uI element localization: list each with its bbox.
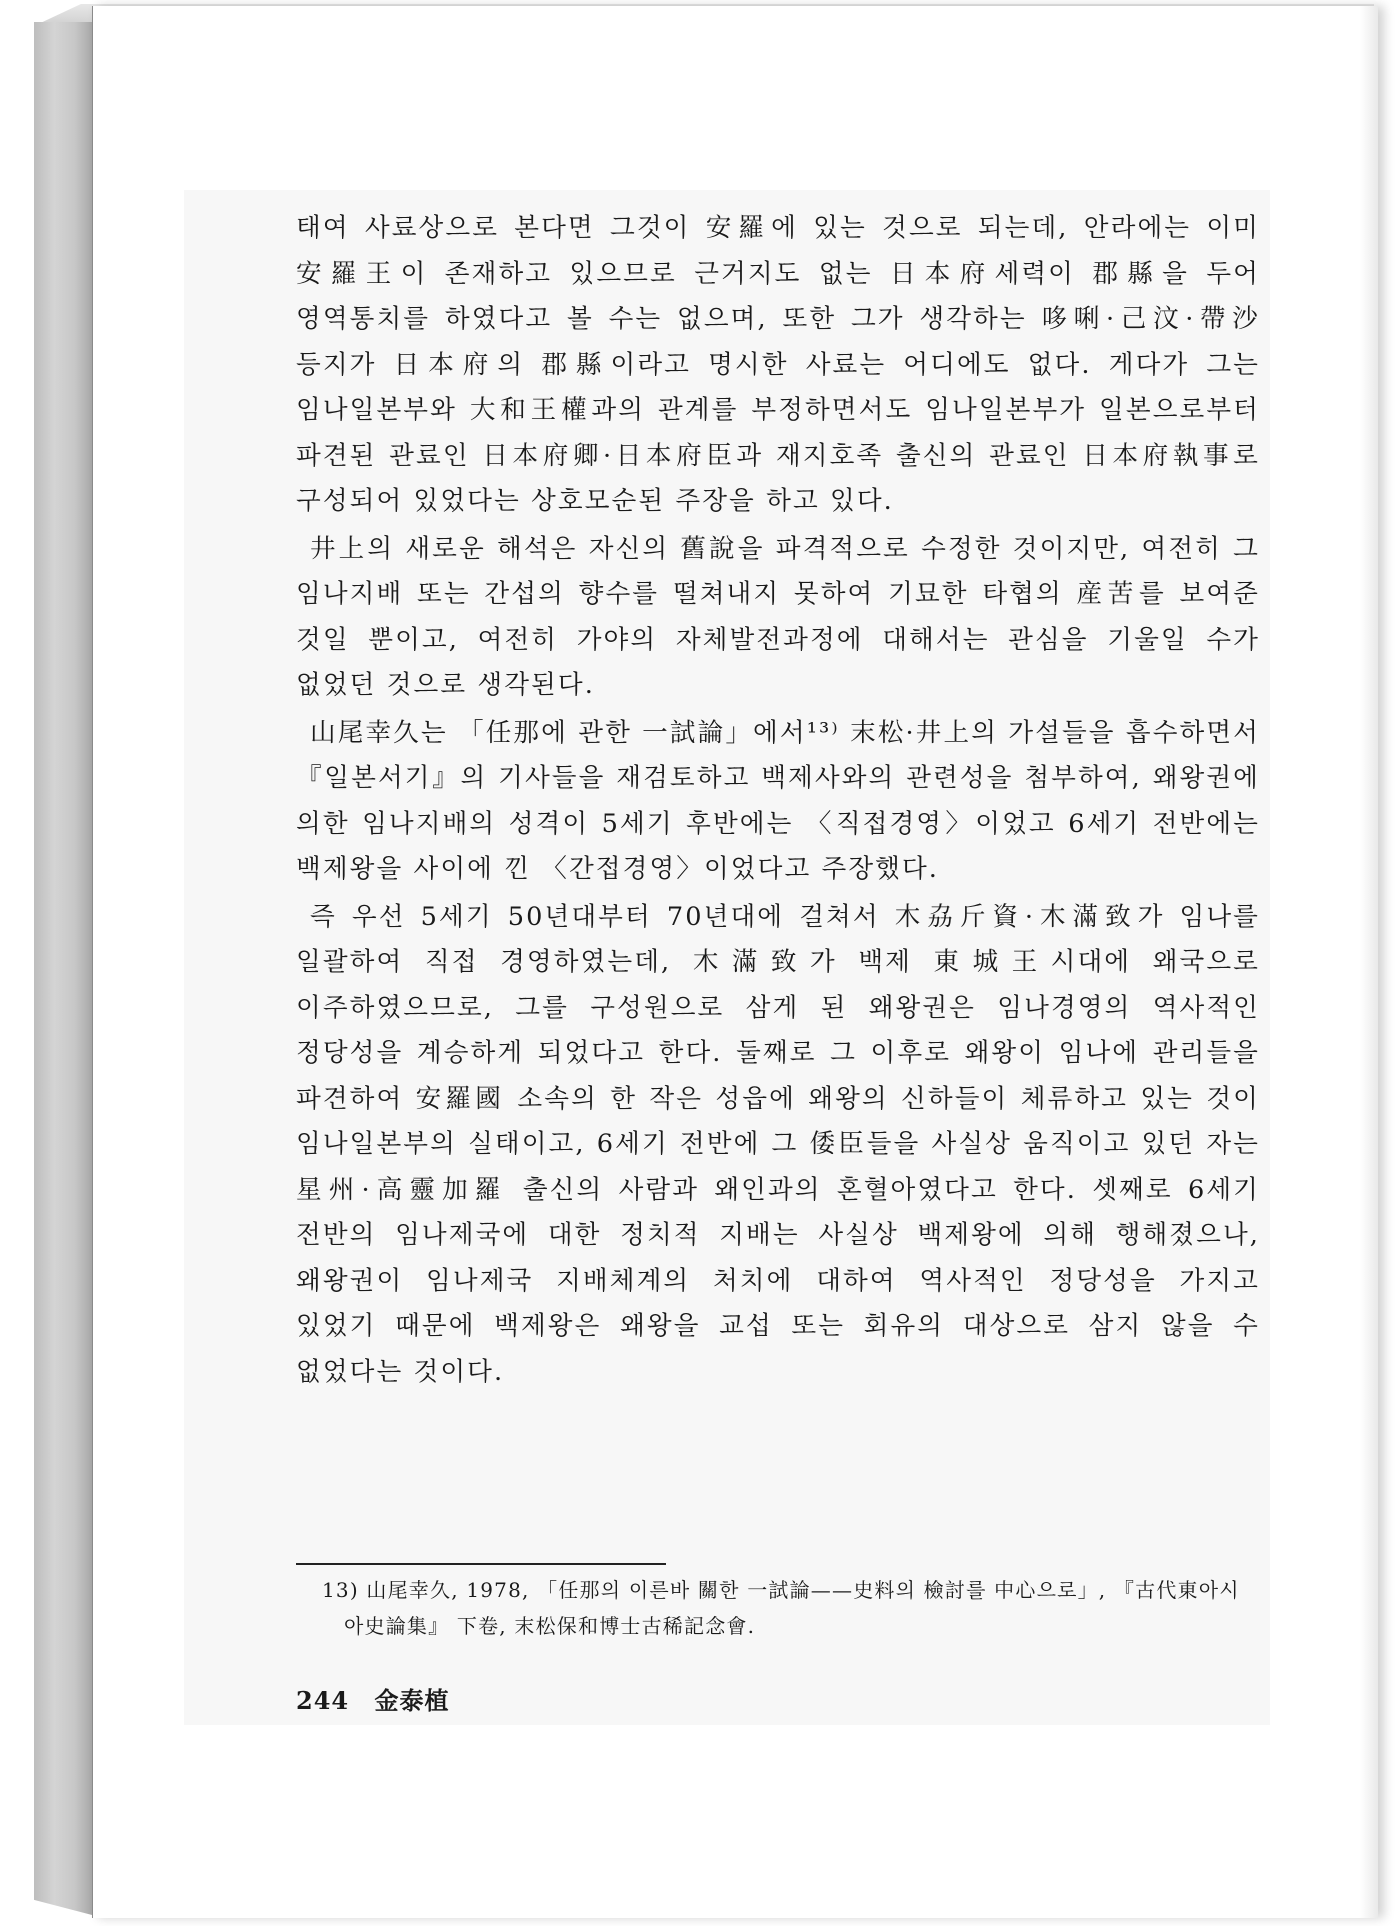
author-name: 金泰植 — [374, 1686, 450, 1715]
body-text — [296, 206, 1260, 1397]
paragraph-2: 井上의 새로운 해석은 자신의 舊說을 파격적으로 수정한 것이지만, 여전히 그 임나지배 또는 간섭의 향수를 떨쳐내지 못하여 기묘한 타협의 産苦를 보여준 것일 뿐이고, 여전히 가야의 자체발전과정에 대해서는 관심을 기울일 수가 없었던 것으로 생각된다. — [296, 533, 1260, 700]
footnote-13: 13) 山尾幸久, 1978, 「任那의 이른바 關한 一試論——史料의 檢討를 中心으로」, 『古代東아시아史論集』 下卷, 末松保和博士古稀記念會. — [322, 1578, 1240, 1638]
book-spine — [34, 22, 92, 1915]
footnote-divider — [296, 1563, 666, 1565]
paragraph-1: 태여 사료상으로 본다면 그것이 安羅에 있는 것으로 되는데, 안라에는 이미 安羅王이 존재하고 있으므로 근거지도 없는 日本府세력이 郡縣을 두어 영역통치를 하였다고 볼 수는 없으며, 또한 그가 생각하는 哆唎·己汶·帶沙 등지가 日本府의 郡縣이라고 명시한 사료는 어디에도 없다. 게다가 그는 임나일본부와 大和王權과의 관계를 부정하면서도 임나일본부가 일본으로부터 파견된 관료인 日本府卿·日本府臣과 재지호족 출신의 관료인 日本府執事로 구성되어 있었다는 상호모순된 주장을 하고 있다. — [296, 213, 1260, 516]
page-number: 244 — [296, 1686, 350, 1715]
page-edge — [1360, 6, 1378, 1918]
paragraph-3: 山尾幸久는 「任那에 관한 一試論」에서¹³⁾ 末松·井上의 가설들을 흡수하면서 『일본서기』의 기사들을 재검토하고 백제사와의 관련성을 첨부하여, 왜왕권에 의한 임나지배의 성격이 5세기 후반에는 〈직접경영〉이었고 6세기 전반에는 백제왕을 사이에 낀 〈간접경영〉이었다고 주장했다. — [296, 717, 1260, 884]
paragraph-4: 즉 우선 5세기 50년대부터 70년대에 걸쳐서 木劦斤資·木滿致가 임나를 일괄하여 직접 경영하였는데, 木滿致가 백제 東城王시대에 왜국으로 이주하였으므로, 그를 구성원으로 삼게 된 왜왕권은 임나경영의 역사적인 정당성을 계승하게 되었다고 한다. 둘째로 그 이후로 왜왕이 임나에 관리들을 파견하여 安羅國 소속의 한 작은 성읍에 왜왕의 신하들이 체류하고 있는 것이 임나일본부의 실태이고, 6세기 전반에 그 倭臣들을 사실상 움직이고 있던 자는 星州·高靈加羅 출신의 사람과 왜인과의 혼혈아였다고 한다. 셋째로 6세기 전반의 임나제국에 대한 정치적 지배는 사실상 백제왕에 의해 행해졌으나, 왜왕권이 임나제국 지배체계의 처치에 대하여 역사적인 정당성을 가지고 있었기 때문에 백제왕은 왜왕을 교섭 또는 회유의 대상으로 삼지 않을 수 없었다는 것이다. — [296, 901, 1260, 1387]
page-footer — [296, 1681, 449, 1716]
